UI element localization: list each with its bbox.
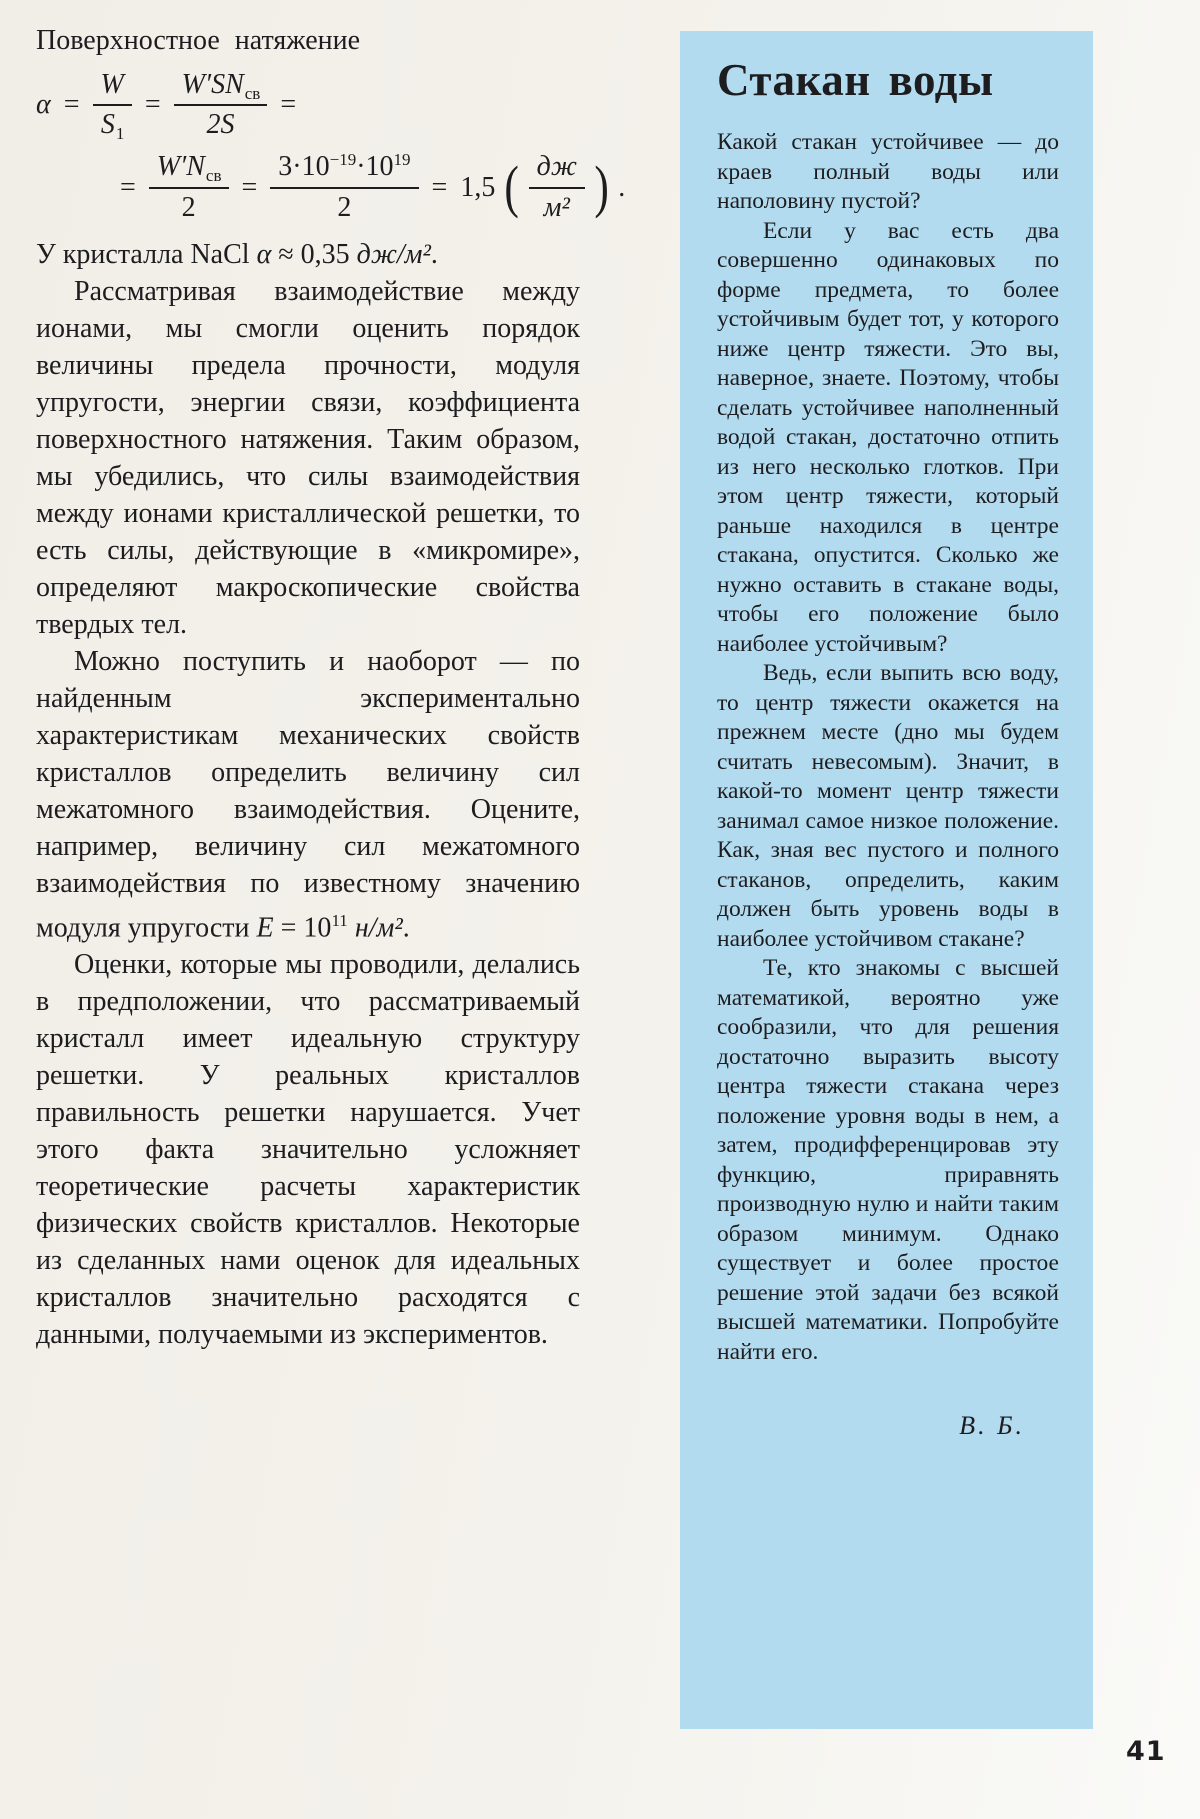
fraction-w-over-s1: $\frac{W}{S_1}$ bbox=[93, 69, 132, 141]
fraction-unit-j-per-m2: $\frac{дж}{\text{м²}}$ bbox=[529, 151, 585, 223]
exponent: 11 bbox=[331, 910, 348, 930]
page-number: 41 bbox=[1126, 1736, 1166, 1767]
equals-sign: = bbox=[120, 171, 136, 203]
formula-line-1 bbox=[36, 69, 580, 144]
formula-period: . bbox=[618, 171, 626, 203]
left-parenthesis: ( bbox=[504, 154, 520, 220]
formula-line-2 bbox=[120, 150, 626, 223]
surface-tension-formula bbox=[36, 69, 626, 224]
unit-n-per-m2: н/м² bbox=[354, 912, 403, 944]
paragraph-estimates: Оценки, которые мы проводили, делались в предположении, что рассматриваемый кристалл имеет идеальную структуру решетки. У реальных кристаллов правильность решетки нарушается. Учет этого факта значительно усложняет теоретические расчеты характеристик физических свойств кристаллов. Некоторые из сделанных нами оценок для идеальных кристаллов значительно расходятся с данными, получаемыми из экспериментов. bbox=[36, 949, 580, 1351]
sidebar-content bbox=[680, 31, 1093, 1441]
equals-sign: = bbox=[241, 171, 258, 203]
surface-tension-intro-line: Поверхностное натяжение bbox=[36, 25, 361, 56]
right-parenthesis: ) bbox=[594, 154, 609, 220]
equals-sign: = bbox=[63, 89, 80, 121]
elastic-modulus-symbol: E bbox=[256, 912, 274, 944]
paragraph-considering-interaction: Рассматривая взаимодействие между ионами, мы смогли оценить порядок величины предела прочности, модуля упругости, энергии связи, коэффициента поверхностного натяжения. Таким образом, мы убедились, что силы взаимодействия между ионами кристаллической решетки, то есть силы, действующие в «микромире», определяют макроскопические свойства твердых тел. bbox=[36, 275, 580, 640]
article-left-column bbox=[36, 22, 626, 1353]
alpha-symbol: α bbox=[256, 238, 272, 270]
author-initials: В. Б. bbox=[959, 1411, 1025, 1441]
equals-sign: = bbox=[144, 89, 161, 121]
result-coefficient: 1,5 bbox=[460, 171, 496, 203]
equals-sign: = bbox=[280, 89, 297, 121]
sidebar-paragraph: Какой стакан устойчивее — до краев полный воды или наполовину пустой? bbox=[717, 129, 1059, 215]
fraction-numeric: $\frac{3\cdot 10^{-19}\cdot 10^{19}}{2}$ bbox=[270, 151, 418, 223]
unit-j-per-m2: дж/м² bbox=[356, 238, 431, 270]
fraction-wn-over-2: $\frac{W'N_{св}}{2}$ bbox=[149, 151, 229, 223]
equals-sign: = bbox=[431, 171, 448, 203]
sidebar-panel-glass-of-water bbox=[680, 31, 1093, 1729]
alpha-symbol: α bbox=[36, 89, 51, 121]
sidebar-paragraph: Те, кто знакомы с высшей математикой, вероятно уже сообразили, что для решения достаточно выразить высоту центра тяжести стакана через положение уровня воды в нем, а затем, продифференцировав эту функцию, приравнять производную нулю и найти таким образом минимум. Однако существует и более простое решение этой задачи без всякой высшей математики. Попробуйте найти его. bbox=[717, 955, 1059, 1365]
sidebar-paragraph: Ведь, если выпить всю воду, то центр тяжести окажется на прежнем месте (дно мы будем считать невесомым). Значит, в какой-то момент центр тяжести занимал самое низкое положение. Как, зная вес пустого и полного стаканов, определить, каким должен быть уровень воды в наиболее устойчивом стакане? bbox=[717, 660, 1059, 952]
paragraph-reverse-problem: Можно поступить и наоборот — по найденным экспериментально характеристикам механических свойств кристаллов определить величину сил межатомного взаимодействия. Оцените, например, величину сил межатомного взаимодействия по известному значению модуля упругости $E = 10^{11}$ н/м². bbox=[36, 645, 580, 944]
fraction-wsn-over-2s: $\frac{W'SN_{св}}{2S}$ bbox=[174, 69, 268, 141]
nacl-value-line: У кристалла NaCl α ≈ 0,35 дж/м². bbox=[36, 238, 438, 270]
sidebar-paragraph: Если у вас есть два совершенно одинаковых по форме предмета, то более устойчивым будет тот, у которого ниже центр тяжести. Это вы, наверное, знаете. Поэтому, чтобы сделать устойчивее наполненный водой стакан, достаточно отпить из него несколько глотков. При этом центр тяжести, который раньше находился в центре стакана, опустится. Сколько же нужно оставить в стакане воды, чтобы его положение было наиболее устойчивым? bbox=[717, 217, 1059, 657]
sidebar-title: Стакан воды bbox=[717, 55, 994, 105]
